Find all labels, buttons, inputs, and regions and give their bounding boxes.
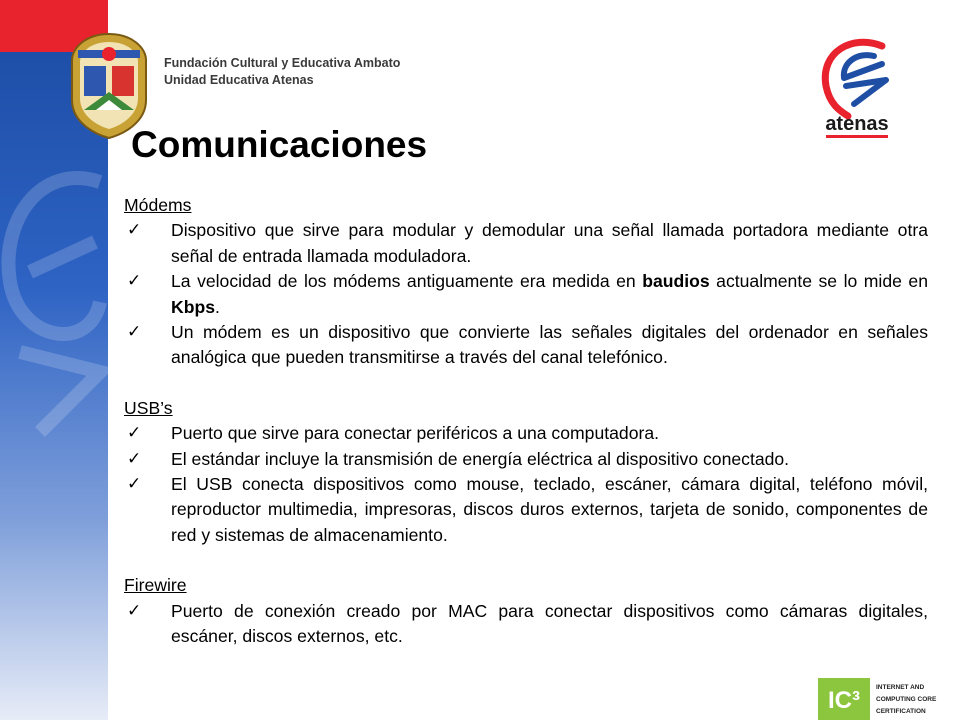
text-run: El USB conecta dispositivos como mouse, teclado, escáner, cámara digital, teléfono móvil, reproductor multimedia, impresoras, discos duros externos, tarjeta de sonido, componentes de red y sistemas de almacenamiento. [171, 474, 928, 545]
text-run: actualmente se lo mide en [709, 271, 928, 292]
check-icon: ✓ [127, 448, 142, 469]
bullet-text [171, 449, 789, 469]
section-firewire [124, 573, 928, 649]
section-heading: USB’s [124, 397, 173, 418]
ic3-line-1: INTERNET AND [876, 684, 925, 691]
bullet-list [124, 218, 928, 370]
bullet-text [171, 271, 928, 316]
ic3-certification-logo [818, 678, 960, 720]
side-bar-blue [0, 52, 108, 720]
check-icon: ✓ [127, 474, 142, 495]
text-run: Puerto que sirve para conectar periféricos a una computadora. [171, 423, 660, 444]
slide-content [124, 193, 928, 675]
brand-wordmark: atenas [825, 113, 889, 135]
ic3-line-2: COMPUTING CORE [876, 696, 937, 703]
page-title: Comunicaciones [131, 124, 428, 165]
check-icon: ✓ [127, 220, 142, 241]
ic3-line-3: CERTIFICATION [876, 708, 926, 715]
section-modems [124, 193, 928, 371]
text-run: El estándar incluye la transmisión de energía eléctrica al dispositivo conectado. [171, 448, 790, 469]
bullet-text [171, 474, 928, 545]
text-run: Dispositivo que sirve para modular y demodular una señal llamada portadora mediante otra señal de entrada llamada moduladora. [171, 220, 928, 266]
organization-name [164, 55, 400, 89]
text-run: Puerto de conexión creado por MAC para conectar dispositivos como cámaras digitales, escáner, discos externos, etc. [171, 600, 928, 647]
section-heading: Firewire [124, 575, 187, 596]
bullet-item [124, 447, 928, 472]
org-line-1: Fundación Cultural y Educativa Ambato [164, 56, 401, 70]
section-usb [124, 396, 928, 548]
bullet-item [124, 269, 928, 320]
bullet-list [124, 599, 928, 650]
check-icon: ✓ [127, 600, 142, 621]
bullet-item [124, 218, 928, 269]
bold-term: Kbps [171, 296, 215, 317]
section-heading: Módems [124, 195, 192, 215]
bullet-text [171, 322, 928, 367]
bullet-item [124, 421, 928, 446]
bullet-text [171, 220, 928, 265]
check-icon: ✓ [127, 322, 142, 343]
atenas-logo-icon [812, 34, 902, 142]
org-line-2: Unidad Educativa Atenas [164, 73, 314, 87]
text-run: . [214, 296, 220, 317]
bullet-item [124, 320, 928, 371]
text-run: Un módem es un dispositivo que convierte las señales digitales del ordenador en señales analógica que pueden transmitirse a través del canal telefónico. [171, 322, 928, 368]
text-run: La velocidad de los módems antiguamente era medida en [171, 271, 643, 292]
bold-term: baudios [642, 271, 710, 292]
bullet-item [124, 599, 928, 650]
check-icon: ✓ [127, 423, 142, 444]
watermark-logo-icon [0, 52, 108, 720]
bullet-text [171, 423, 659, 443]
bullet-text [171, 601, 928, 646]
bullet-item [124, 472, 928, 548]
check-icon: ✓ [127, 271, 142, 292]
bullet-list [124, 421, 928, 548]
ic3-mark: IC³ [828, 687, 860, 714]
